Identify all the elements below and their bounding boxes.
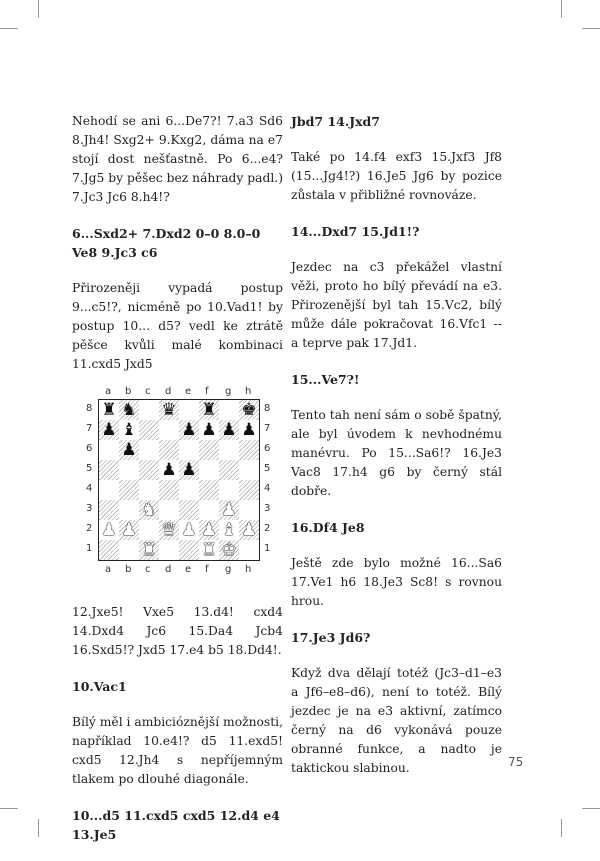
rank-label-right: 5	[264, 463, 271, 474]
square-b8	[119, 400, 139, 420]
chessboard	[98, 399, 260, 561]
square-b6	[119, 440, 139, 460]
square-h7	[239, 420, 259, 440]
move-heading: 14...Dxd7 15.Jd1!?	[291, 224, 420, 239]
square-b2	[119, 520, 139, 540]
square-f4	[199, 480, 219, 500]
file-label-bottom: c	[145, 564, 151, 575]
move-heading: 17.Je3 Jd6?	[291, 630, 371, 645]
square-d6	[159, 440, 179, 460]
rank-label-right: 8	[264, 403, 271, 414]
paragraph: Ještě zde bylo možné 16...Sa6 17.Ve1 h6 18.Je3 Sc8! s rovnou hrou.	[291, 556, 502, 608]
file-label-bottom: b	[125, 564, 132, 575]
paragraph: Přirozeněji vypadá postup 9...c5!?, nicméně po 10.Vad1! by postup 10... d5? vedl ke ztrátě pěšce kvůli malé kombinaci 11.cxd5 Jxd5	[72, 281, 283, 371]
white-pawn-icon: ♟	[201, 520, 217, 540]
square-b7	[119, 420, 139, 440]
paragraph: Jezdec na c3 překážel vlastní věži, proto ho bílý převádí na e3. Přirozenější byl tah 15.Vc2, bílý může dále pokračovat 16.Vfc1 -- a teprve pak 17.Jd1.	[291, 260, 502, 350]
paragraph: Tento tah není sám o sobě špatný, ale byl úvodem k nevhodnému manévru. Po 15...Sa6!? 16.Je3 Vac8 17.h4 g6 by černý stál dobře.	[291, 408, 502, 498]
square-e2	[179, 520, 199, 540]
file-label-top: g	[225, 386, 232, 397]
black-pawn-icon: ♟	[201, 420, 217, 440]
file-label-top: d	[165, 386, 172, 397]
crop-mark	[561, 819, 562, 837]
file-label-top: c	[145, 386, 151, 397]
square-e1	[179, 540, 199, 560]
rank-label-left: 5	[86, 463, 93, 474]
square-a3	[99, 500, 119, 520]
move-heading: 6...Sxd2+ 7.Dxd2 0–0 8.0–0 Ve8 9.Jc3 c6	[72, 226, 261, 260]
square-g8	[219, 400, 239, 420]
square-c6	[139, 440, 159, 460]
white-rook-icon: ♜	[201, 540, 217, 560]
rank-label-right: 6	[264, 443, 271, 454]
rank-label-left: 1	[86, 543, 93, 554]
square-g6	[219, 440, 239, 460]
square-e8	[179, 400, 199, 420]
white-pawn-icon: ♟	[101, 520, 117, 540]
file-label-bottom: f	[205, 564, 209, 575]
page-number: 75	[508, 755, 524, 769]
paragraph: Když dva dělají totéž (Jc3–d1–e3 a Jf6–e8–d6), není to totéž. Bílý jezdec je na e3 aktivní, zatímco černý na d6 vykonává pouze obranné funkce, a nadto je taktickou slabinou.	[291, 666, 502, 775]
white-rook-icon: ♜	[141, 540, 157, 560]
crop-mark	[38, 0, 39, 18]
rank-label-left: 8	[86, 403, 93, 414]
rank-label-right: 1	[264, 543, 271, 554]
move-heading: 15...Ve7?!	[291, 372, 360, 387]
crop-mark	[0, 808, 18, 809]
square-b5	[119, 460, 139, 480]
file-label-bottom: g	[225, 564, 232, 575]
black-queen-icon: ♛	[161, 400, 177, 420]
square-a5	[99, 460, 119, 480]
square-d8	[159, 400, 179, 420]
file-label-top: e	[185, 386, 192, 397]
square-a1	[99, 540, 119, 560]
black-pawn-icon: ♟	[161, 460, 177, 480]
square-b1	[119, 540, 139, 560]
file-label-top: h	[245, 386, 252, 397]
left-column	[72, 112, 283, 861]
black-rook-icon: ♜	[201, 400, 217, 420]
square-a8	[99, 400, 119, 420]
black-knight-icon: ♞	[121, 400, 137, 420]
paragraph: Bílý měl i ambicióznější možnosti, například 10.e4!? d5 11.exd5! cxd5 12.Jh4 s nepříjemným tlakem po dlouhé diagonále.	[72, 715, 283, 786]
rank-label-right: 7	[264, 423, 271, 434]
crop-mark	[0, 28, 18, 29]
chess-diagram	[84, 387, 284, 585]
rank-label-left: 6	[86, 443, 93, 454]
crop-mark	[38, 819, 39, 837]
square-a6	[99, 440, 119, 460]
square-c4	[139, 480, 159, 500]
square-g4	[219, 480, 239, 500]
square-d3	[159, 500, 179, 520]
rank-label-left: 7	[86, 423, 93, 434]
rank-label-right: 3	[264, 503, 271, 514]
black-pawn-icon: ♟	[221, 420, 237, 440]
paragraph: 12.Jxe5! Vxe5 13.d4! cxd4 14.Dxd4 Jc6 15.Da4 Jcb4 16.Sxd5!? Jxd5 17.e4 b5 18.Dd4!.	[72, 605, 283, 657]
white-pawn-icon: ♟	[241, 520, 257, 540]
black-pawn-icon: ♟	[181, 420, 197, 440]
square-c2	[139, 520, 159, 540]
right-column	[291, 112, 502, 795]
black-pawn-icon: ♟	[181, 460, 197, 480]
square-c8	[139, 400, 159, 420]
square-h8	[239, 400, 259, 420]
square-h4	[239, 480, 259, 500]
rank-label-left: 4	[86, 483, 93, 494]
move-heading: 16.Df4 Je8	[291, 520, 365, 535]
black-king-icon: ♚	[241, 400, 257, 420]
square-h1	[239, 540, 259, 560]
square-a7	[99, 420, 119, 440]
crop-mark	[582, 808, 600, 809]
white-pawn-icon: ♟	[181, 520, 197, 540]
square-f3	[199, 500, 219, 520]
white-pawn-icon: ♟	[121, 520, 137, 540]
file-label-top: f	[205, 386, 209, 397]
crop-mark	[561, 0, 562, 18]
square-f5	[199, 460, 219, 480]
square-f7	[199, 420, 219, 440]
move-heading: 10.Vac1	[72, 679, 127, 694]
rank-label-left: 3	[86, 503, 93, 514]
square-f1	[199, 540, 219, 560]
white-queen-icon: ♛	[161, 520, 177, 540]
square-e5	[179, 460, 199, 480]
file-label-top: a	[105, 386, 112, 397]
rank-label-left: 2	[86, 523, 93, 534]
square-f2	[199, 520, 219, 540]
square-e3	[179, 500, 199, 520]
black-bishop-icon: ♝	[121, 420, 137, 440]
square-h3	[239, 500, 259, 520]
black-pawn-icon: ♟	[121, 440, 137, 460]
square-b4	[119, 480, 139, 500]
square-g1	[219, 540, 239, 560]
black-rook-icon: ♜	[101, 400, 117, 420]
square-g7	[219, 420, 239, 440]
crop-mark	[582, 28, 600, 29]
file-label-bottom: a	[105, 564, 112, 575]
file-label-bottom: e	[185, 564, 192, 575]
rank-label-right: 4	[264, 483, 271, 494]
square-h2	[239, 520, 259, 540]
black-pawn-icon: ♟	[101, 420, 117, 440]
paragraph: Nehodí se ani 6...De7?! 7.a3 Sd6 8.Jh4! Sxg2+ 9.Kxg2, dáma na e7 stojí dost nešťastně. Po 6...e4? 7.Jg5 by pěšec bez náhrady padl.) 7.Jc3 Jc6 8.h4!?	[72, 114, 283, 204]
white-pawn-icon: ♟	[221, 500, 237, 520]
file-label-top: b	[125, 386, 132, 397]
square-d4	[159, 480, 179, 500]
square-d5	[159, 460, 179, 480]
square-c7	[139, 420, 159, 440]
move-heading: 10...d5 11.cxd5 cxd5 12.d4 e4 13.Je5	[72, 808, 280, 842]
square-a2	[99, 520, 119, 540]
white-king-icon: ♚	[221, 540, 237, 560]
square-g5	[219, 460, 239, 480]
square-h5	[239, 460, 259, 480]
paragraph: Také po 14.f4 exf3 15.Jxf3 Jf8 (15...Jg4!?) 16.Je5 Jg6 by pozice zůstala v přibližné rovnováze.	[291, 150, 502, 202]
square-f8	[199, 400, 219, 420]
square-f6	[199, 440, 219, 460]
rank-label-right: 2	[264, 523, 271, 534]
square-h6	[239, 440, 259, 460]
square-d1	[159, 540, 179, 560]
square-c3	[139, 500, 159, 520]
square-e7	[179, 420, 199, 440]
move-heading: Jbd7 14.Jxd7	[291, 114, 380, 129]
square-e6	[179, 440, 199, 460]
black-pawn-icon: ♟	[241, 420, 257, 440]
file-label-bottom: d	[165, 564, 172, 575]
white-knight-icon: ♞	[141, 500, 157, 520]
square-g2	[219, 520, 239, 540]
square-d2	[159, 520, 179, 540]
file-label-bottom: h	[245, 564, 252, 575]
square-d7	[159, 420, 179, 440]
white-bishop-icon: ♝	[221, 520, 237, 540]
square-c1	[139, 540, 159, 560]
square-g3	[219, 500, 239, 520]
square-b3	[119, 500, 139, 520]
square-e4	[179, 480, 199, 500]
square-c5	[139, 460, 159, 480]
square-a4	[99, 480, 119, 500]
